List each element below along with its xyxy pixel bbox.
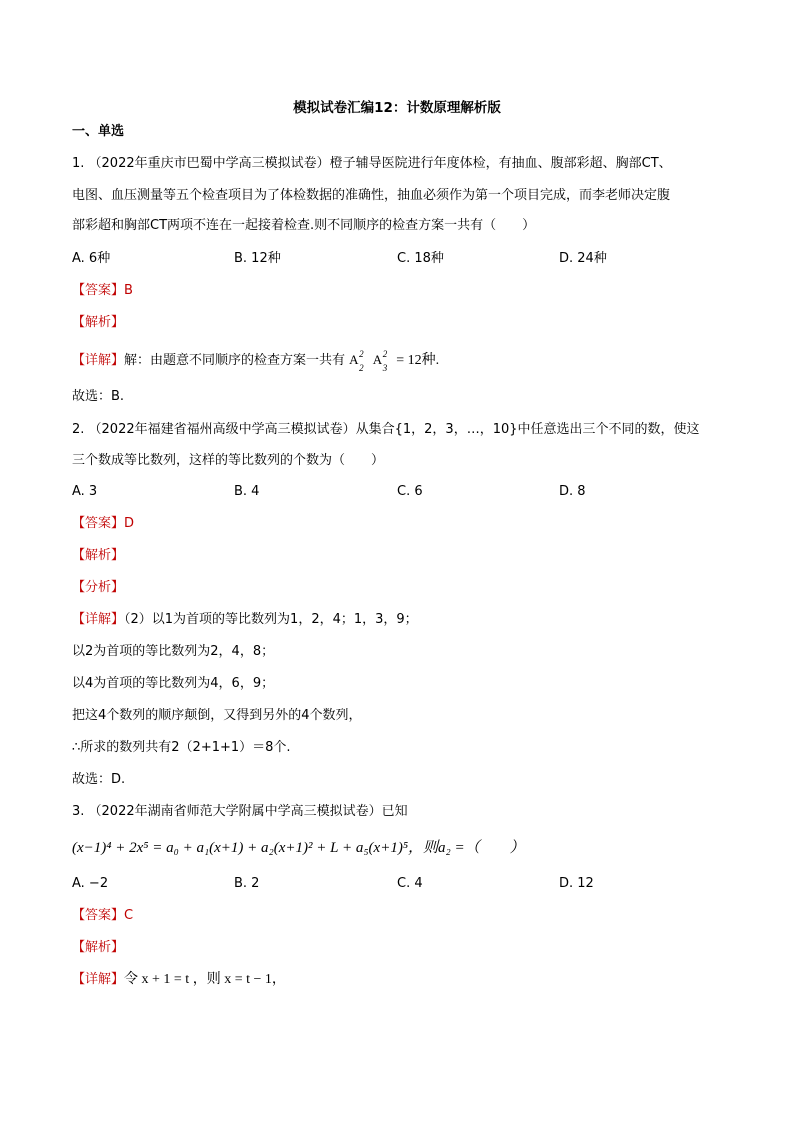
q3-option-d: D. 12 xyxy=(559,876,594,891)
answer-tag: 【答案】 xyxy=(72,283,125,298)
q3-option-c: C. 4 xyxy=(397,876,423,891)
q2-detail-step-2: 以2为首项的等比数列为2，4，8； xyxy=(72,644,275,659)
q2-detail-step-4: 把这4个数列的顺序颠倒，又得到另外的4个数列， xyxy=(72,708,362,723)
q3-analysis-tag: 【解析】 xyxy=(72,940,125,955)
q2-detail-step-5: ∴所求的数列共有2（2+1+1）＝8个. xyxy=(72,740,291,755)
q3-option-a: A. −2 xyxy=(72,876,109,891)
q1-detail xyxy=(72,350,439,371)
q2-option-d: D. 8 xyxy=(559,484,586,499)
q3-option-b: B. 2 xyxy=(234,876,260,891)
answer-value: B xyxy=(124,283,133,298)
q2-option-b: B. 4 xyxy=(234,484,260,499)
detail-text: （2）以1为首项的等比数列为1，2，4；1，3，9； xyxy=(124,612,418,627)
q1-option-a: A. 6种 xyxy=(72,251,111,266)
answer-tag: 【答案】 xyxy=(72,908,125,923)
q1-option-b: B. 12种 xyxy=(234,251,281,266)
q3-detail xyxy=(72,970,286,990)
q3-stem-line-1: 3. （2022年湖南省师范大学附属中学高三模拟试卷）已知 xyxy=(72,804,408,819)
q3-formula: (x−1)⁴ + 2x⁵ = a₀ + a₁(x+1) + a₂(x+1)² + L + a₅(x+1)⁵，则a₂ =（ ） xyxy=(72,840,525,856)
answer-tag: 【答案】 xyxy=(72,516,125,531)
q3-answer xyxy=(72,906,133,926)
q1-stem-line-2: 电图、血压测量等五个检查项目为了体检数据的准确性，抽血必须作为第一个项目完成，而李老师决定腹 xyxy=(72,188,671,203)
q1-stem-line-3: 部彩超和胸部CT两项不连在一起接着检查.则不同顺序的检查方案一共有（ ） xyxy=(72,218,536,233)
q1-analysis-tag: 【解析】 xyxy=(72,315,125,330)
page-title: 模拟试卷汇编12：计数原理解析版 xyxy=(293,100,501,116)
detail-tag: 【详解】 xyxy=(72,612,125,627)
q1-option-c: C. 18种 xyxy=(397,251,444,266)
q2-stem-line-2: 三个数成等比数列，这样的等比数列的个数为（ ） xyxy=(72,453,385,468)
q1-choose: 故选：B. xyxy=(72,389,125,404)
q1-stem-line-1: 1. （2022年重庆市巴蜀中学高三模拟试卷）橙子辅导医院进行年度体检，有抽血、腹部彩超、胸部CT、 xyxy=(72,156,672,171)
q1-option-d: D. 24种 xyxy=(559,251,607,266)
q2-detail-step-1 xyxy=(72,610,418,630)
q2-detail-step-3: 以4为首项的等比数列为4，6，9； xyxy=(72,676,275,691)
q2-analysis-tag: 【解析】 xyxy=(72,548,125,563)
detail-tag: 【详解】 xyxy=(72,972,125,987)
q2-choose: 故选：D. xyxy=(72,772,126,787)
detail-tag: 【详解】 xyxy=(72,353,125,368)
answer-value: D xyxy=(124,516,135,531)
q2-stem-line-1: 2. （2022年福建省福州高级中学高三模拟试卷）从集合{1，2，3，…，10}中任意选出三个不同的数，使这 xyxy=(72,422,700,437)
q2-fenxi-tag: 【分析】 xyxy=(72,580,125,595)
q1-answer xyxy=(72,281,133,301)
answer-value: C xyxy=(124,908,134,923)
q2-option-a: A. 3 xyxy=(72,484,98,499)
detail-result: = 12种. xyxy=(396,353,440,368)
q2-answer xyxy=(72,514,134,534)
permutation-symbol: A 2 3 xyxy=(372,349,388,373)
detail-text: 令 x + 1 = t ，则 x = t − 1， xyxy=(124,972,286,987)
permutation-symbol: A 2 2 xyxy=(349,349,364,373)
section-heading: 一、单选 xyxy=(72,124,125,139)
q2-option-c: C. 6 xyxy=(397,484,423,499)
detail-text: 解：由题意不同顺序的检查方案一共有 xyxy=(124,353,346,368)
